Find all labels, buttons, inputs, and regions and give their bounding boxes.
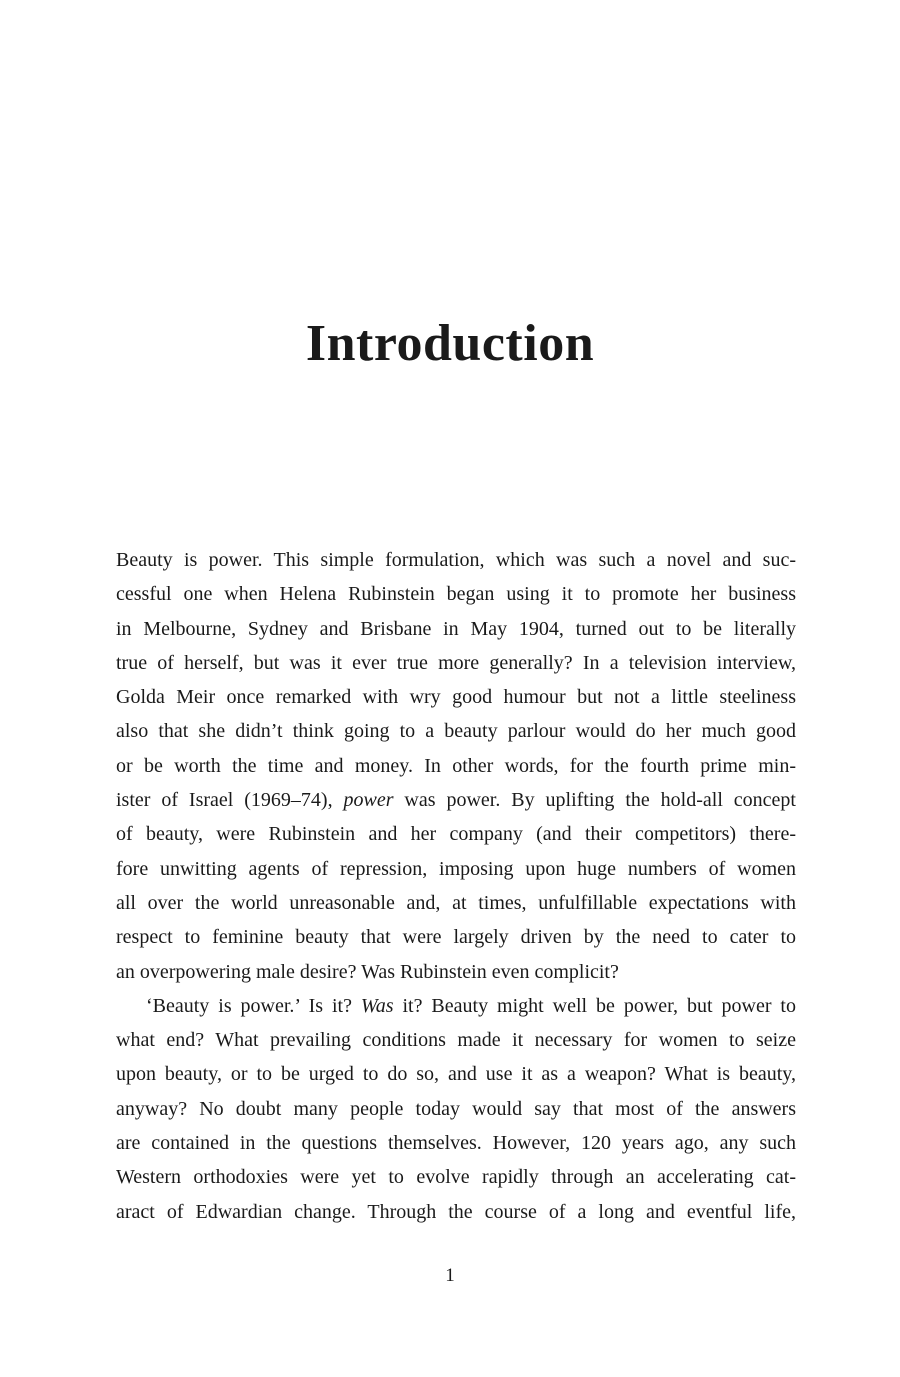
text-line: ister of Israel (1969–74), power was power. By uplifting the hold-all concept xyxy=(116,789,796,812)
text-line: fore unwitting agents of repression, imposing upon huge numbers of women xyxy=(116,857,796,880)
text-line: in Melbourne, Sydney and Brisbane in May 1904, turned out to be literally xyxy=(116,617,796,640)
page-number: 1 xyxy=(445,1265,455,1286)
text-line: respect to feminine beauty that were largely driven by the need to cater to xyxy=(116,926,796,949)
text-line: also that she didn’t think going to a beauty parlour would do her much good xyxy=(116,720,796,743)
text-line: of beauty, were Rubinstein and her company (and their competitors) there- xyxy=(116,823,796,846)
text-line: all over the world unreasonable and, at times, unfulfillable expectations with xyxy=(116,891,796,914)
chapter-title: Introduction xyxy=(305,315,595,372)
text-line: Western orthodoxies were yet to evolve rapidly through an accelerating cat- xyxy=(116,1166,796,1189)
emphasis: Was xyxy=(360,994,394,1017)
text-line: are contained in the questions themselves. However, 120 years ago, any such xyxy=(116,1132,796,1155)
paragraph-2 xyxy=(116,989,796,1229)
text-line: true of herself, but was it ever true more generally? In a television interview, xyxy=(116,651,796,674)
text-line: or be worth the time and money. In other words, for the fourth prime min- xyxy=(116,754,796,777)
text-line: ‘Beauty is power.’ Is it? Was it? Beauty might well be power, but power to xyxy=(146,994,796,1017)
text-line: what end? What prevailing conditions made it necessary for women to seize xyxy=(116,1029,796,1052)
text-line: anyway? No doubt many people today would say that most of the answers xyxy=(116,1097,796,1120)
emphasis: power xyxy=(343,789,394,812)
text-line: upon beauty, or to be urged to do so, and use it as a weapon? What is beauty, xyxy=(116,1063,796,1086)
text-line: an overpowering male desire? Was Rubinstein even complicit? xyxy=(116,960,619,983)
paragraph-1 xyxy=(116,543,796,989)
text-line: aract of Edwardian change. Through the course of a long and eventful life, xyxy=(116,1200,796,1223)
text-line: Beauty is power. This simple formulation, which was such a novel and suc- xyxy=(116,549,796,571)
text-line: cessful one when Helena Rubinstein began using it to promote her business xyxy=(116,583,796,606)
text-line: Golda Meir once remarked with wry good humour but not a little steeliness xyxy=(116,686,796,709)
body-text xyxy=(116,543,796,1229)
